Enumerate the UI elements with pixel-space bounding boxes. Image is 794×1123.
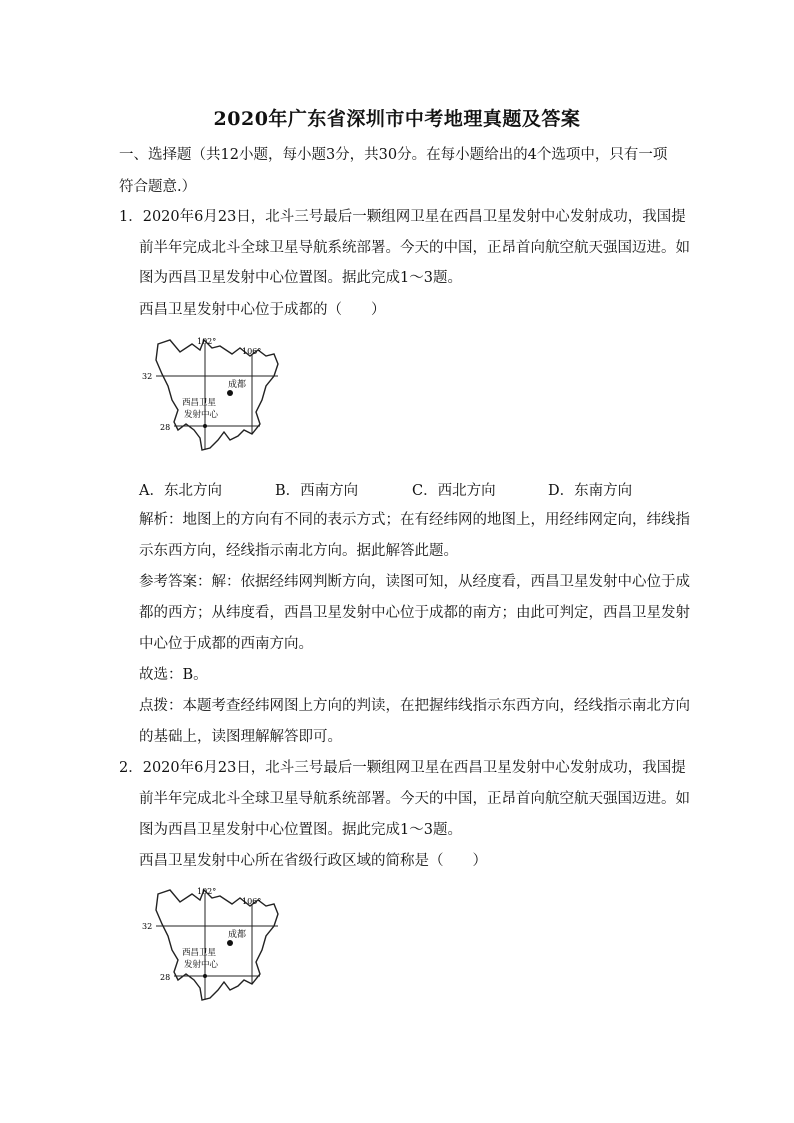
q1-answer-line3: 中心位于成都的西南方向。 [139, 636, 313, 652]
q1-answer-line2: 都的西方；从纬度看，西昌卫星发射中心位于成都的南方；由此可判定，西昌卫星发射 [139, 605, 690, 621]
page-title: 2020年广东省深圳市中考地理真题及答案 [213, 108, 581, 130]
xichang-dot [203, 974, 207, 978]
label-site-line2: 发射中心 [184, 960, 219, 970]
q1-option-b: B．西南方向 [275, 483, 359, 499]
q1-stem-line1: 1．2020年6月23日，北斗三号最后一颗组网卫星在西昌卫星发射中心发射成功，我国提 [119, 209, 686, 225]
label-city: 成都 [228, 380, 247, 390]
chengdu-dot [227, 940, 233, 946]
label-site-line1: 西昌卫星 [182, 948, 217, 958]
province-outline [156, 890, 278, 1000]
q1-stem-line2: 前半年完成北斗全球卫星导航系统部署。今天的中国，正昂首向航空航天强国迈进。如 [139, 240, 690, 256]
section-heading-line1: 一、选择题（共12小题，每小题3分，共30分。在每小题给出的4个选项中，只有一项 [119, 147, 668, 163]
q2-stem-line1: 2．2020年6月23日，北斗三号最后一颗组网卫星在西昌卫星发射中心发射成功，我国提 [119, 760, 686, 776]
q1-option-a: A．东北方向 [139, 483, 222, 499]
q1-stem-line3: 图为西昌卫星发射中心位置图。据此完成1～3题。 [139, 270, 462, 286]
label-lat-top: 32 [142, 922, 153, 931]
q2-question: 西昌卫星发射中心所在省级行政区域的简称是（ ） [139, 853, 487, 869]
label-lon-left: 102° [197, 887, 217, 896]
label-lat-top: 32 [142, 372, 153, 381]
label-lon-left: 102° [197, 337, 217, 346]
q1-analysis-line2: 示东西方向，经线指示南北方向。据此解答此题。 [139, 543, 458, 559]
xichang-dot [203, 424, 207, 428]
label-lat-bottom: 28 [160, 973, 171, 982]
label-site-line2: 发射中心 [184, 410, 219, 420]
q1-comment-line2: 的基础上，读图理解解答即可。 [139, 729, 342, 745]
label-city: 成都 [228, 930, 247, 940]
province-outline [156, 340, 278, 450]
q1-location-map [140, 330, 290, 458]
section-heading-line2: 符合题意.） [119, 179, 197, 195]
label-lon-right: 106° [242, 897, 262, 906]
q1-option-d: D．东南方向 [548, 483, 633, 499]
q1-choice: 故选：B。 [139, 667, 208, 683]
q1-option-c: C．西北方向 [412, 483, 496, 499]
chengdu-dot [227, 390, 233, 396]
q1-answer-line1: 参考答案：解：依据经纬网判断方向，读图可知，从经度看，西昌卫星发射中心位于成 [139, 574, 690, 590]
q2-location-map [140, 880, 290, 1008]
label-lat-bottom: 28 [160, 423, 171, 432]
q1-question: 西昌卫星发射中心位于成都的（ ） [139, 302, 386, 318]
label-site-line1: 西昌卫星 [182, 398, 217, 408]
q2-stem-line3: 图为西昌卫星发射中心位置图。据此完成1～3题。 [139, 822, 462, 838]
label-lon-right: 106° [242, 347, 262, 356]
q1-analysis-line1: 解析：地图上的方向有不同的表示方式；在有经纬网的地图上，用经纬网定向，纬线指 [139, 512, 690, 528]
q2-stem-line2: 前半年完成北斗全球卫星导航系统部署。今天的中国，正昂首向航空航天强国迈进。如 [139, 791, 690, 807]
q1-comment-line1: 点拨：本题考查经纬网图上方向的判读，在把握纬线指示东西方向，经线指示南北方向 [139, 698, 690, 714]
